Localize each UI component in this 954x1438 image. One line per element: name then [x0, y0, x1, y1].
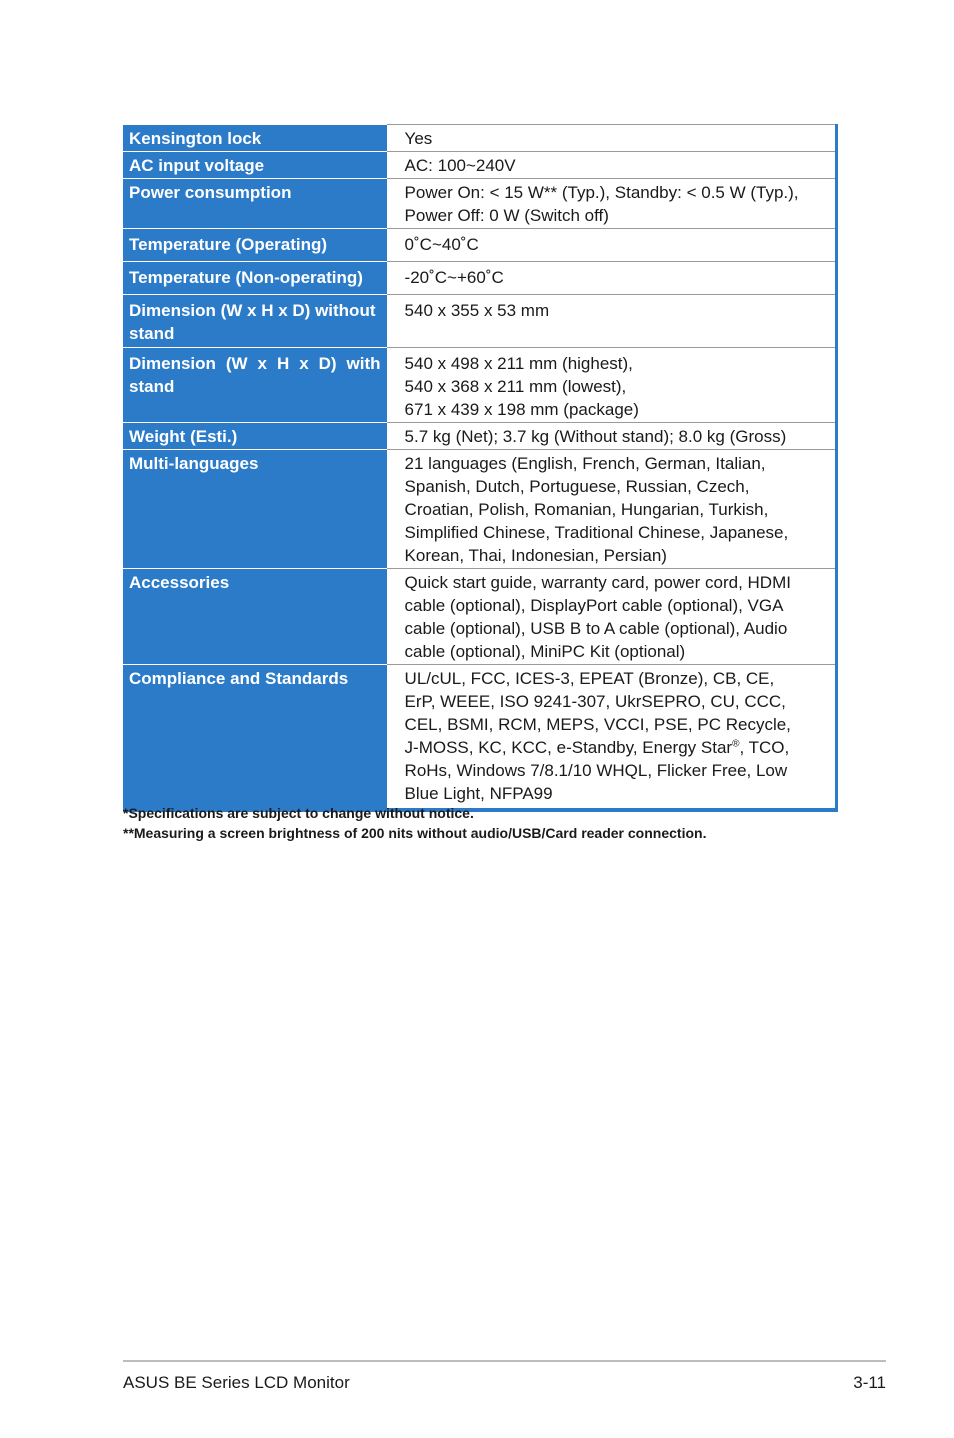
spec-label: Dimension (W x H x D) with stand: [123, 348, 387, 423]
spec-value: Yes: [387, 125, 837, 152]
spec-label: Temperature (Operating): [123, 229, 387, 262]
spec-value: 540 x 355 x 53 mm: [387, 295, 837, 348]
footnote-measurement: **Measuring a screen brightness of 200 nits without audio/USB/Card reader connection.: [123, 825, 707, 841]
spec-value: -20˚C~+60˚C: [387, 262, 837, 295]
spec-value: AC: 100~240V: [387, 152, 837, 179]
page-number: 3-11: [853, 1373, 886, 1392]
spec-value: 540 x 498 x 211 mm (highest), 540 x 368 x 211 mm (lowest), 671 x 439 x 198 mm (package): [387, 348, 837, 423]
spec-label: Power consumption: [123, 179, 387, 229]
spec-value: Power On: < 15 W** (Typ.), Standby: < 0.5 W (Typ.), Power Off: 0 W (Switch off): [387, 179, 837, 229]
spec-label: Weight (Esti.): [123, 423, 387, 450]
registered-mark: ®: [732, 738, 740, 750]
footnotes: [123, 803, 843, 843]
spec-label: Multi-languages: [123, 450, 387, 569]
spec-value: 5.7 kg (Net); 3.7 kg (Without stand); 8.0 kg (Gross): [387, 423, 837, 450]
footer-title: ASUS BE Series LCD Monitor: [123, 1373, 350, 1392]
spec-label: Dimension (W x H x D) without stand: [123, 295, 387, 348]
spec-row-accessories: [123, 569, 837, 665]
spec-row-dimension-with-stand: [123, 348, 837, 423]
spec-label: AC input voltage: [123, 152, 387, 179]
spec-value: UL/cUL, FCC, ICES-3, EPEAT (Bronze), CB, CE, ErP, WEEE, ISO 9241-307, UkrSEPRO, CU, CCC, CEL, BSMI, RCM, MEPS, VCCI, PSE, PC Recycle, J-MOSS, KC, KCC, e-Standby, Energy Star®, TCO, RoHs, Windows 7/8.1/10 WHQL, Flicker Free, Low Blue Light, NFPA99: [387, 665, 837, 811]
spec-row-ac-input-voltage: [123, 152, 837, 179]
spec-label: Compliance and Standards: [123, 665, 387, 811]
spec-value: 21 languages (English, French, German, Italian, Spanish, Dutch, Portuguese, Russian, Czech, Croatian, Polish, Romanian, Hungarian, Turkish, Simplified Chinese, Traditional Chinese, Japanese, Korean, Thai, Indonesian, Persian): [387, 450, 837, 569]
spec-label: Accessories: [123, 569, 387, 665]
spec-row-weight: [123, 423, 837, 450]
spec-value: 0˚C~40˚C: [387, 229, 837, 262]
spec-row-compliance-standards: [123, 665, 837, 811]
spec-label: Kensington lock: [123, 125, 387, 152]
spec-row-kensington-lock: [123, 125, 837, 152]
spec-row-multi-languages: [123, 450, 837, 569]
spec-row-temperature-operating: [123, 229, 837, 262]
spec-row-temperature-non-operating: [123, 262, 837, 295]
footnote-specifications: *Specifications are subject to change without notice.: [123, 805, 474, 821]
spec-row-dimension-without-stand: [123, 295, 837, 348]
spec-value: Quick start guide, warranty card, power cord, HDMI cable (optional), DisplayPort cable (optional), VGA cable (optional), USB B to A cable (optional), Audio cable (optional), MiniPC Kit (optional): [387, 569, 837, 665]
footer-divider: [123, 1360, 886, 1362]
spec-label: Temperature (Non-operating): [123, 262, 387, 295]
spec-row-power-consumption: [123, 179, 837, 229]
specifications-table: [123, 124, 838, 812]
